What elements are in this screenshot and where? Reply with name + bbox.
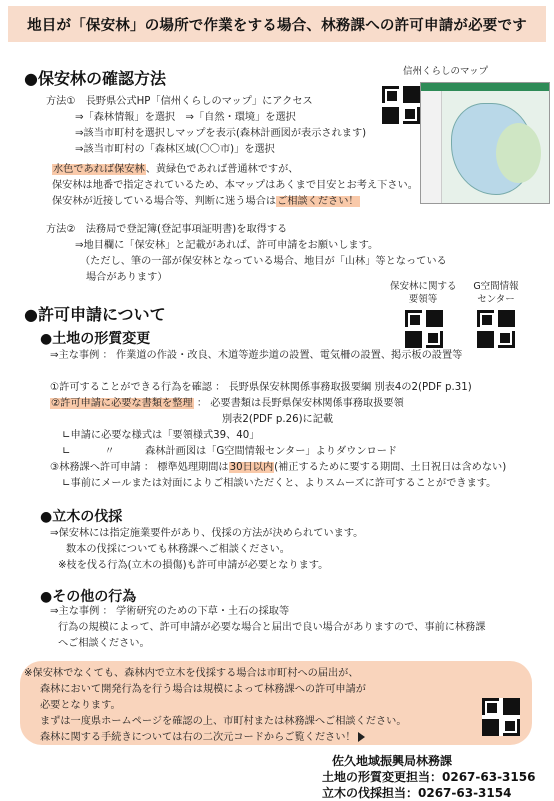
highlight-blue-hoanrin: 水色であれば保安林 — [53, 164, 145, 175]
other-line1: ⇒主な事例 ： 学術研究のための下草・土石の採取等 — [50, 606, 290, 617]
highlight-consult: ご相談ください！ — [277, 196, 359, 207]
subsection-other: ●その他の行為 — [40, 589, 137, 605]
method1-line2: ⇒「森林情報」を選択 ⇒「自然・環境」を選択 — [75, 112, 296, 123]
notice-line2: 森林において開発行為を行う場合は規模によって林務課への許可申請が — [40, 684, 366, 695]
notice-line3: 必要となります。 — [40, 700, 121, 711]
method1-line4: ⇒該当市町村の「森林区域(〇〇市)」を選択 — [75, 144, 275, 155]
arrow-right-icon — [358, 732, 365, 742]
land-change-examples: ⇒主な事例 ： 作業道の作設・改良、木道等遊歩道の設置、電気柵の設置、掲示板の設置等 — [50, 350, 463, 361]
section-title-confirm: ●保安林の確認方法 — [24, 69, 166, 88]
qr-code-youryou[interactable] — [405, 310, 443, 348]
note-line3: 保安林が近接している場合等、判断に迷う場合はご相談ください！ — [52, 196, 359, 207]
section-title-permit: ●許可申請について — [24, 305, 166, 324]
note-line1: 水色であれば保安林、黄緑色であれば普通林ですが、 — [53, 164, 299, 175]
step3: ③林務課へ許可申請 ： 標準処理期間は30日以内(補正するために要する期間、土日祝日は含めない) — [50, 462, 507, 473]
highlight-30days: 30日以内 — [229, 462, 274, 473]
method1-line3: ⇒該当市町村を選択しマップを表示(森林計画図が表示されます) — [75, 128, 367, 139]
step2-forms: ∟申請に必要な様式は「要領様式39、40」 — [62, 430, 260, 441]
footer-department: 佐久地域振興局林務課 — [332, 754, 453, 768]
step1: ①許可することができる行為を確認 ： 長野県保安林関係事務取扱要綱 別表4の2(PDF p.31) — [50, 382, 472, 393]
method2-line3: （ただし、筆の一部が保安林となっている場合、地目が「山林」等となっている — [80, 256, 447, 267]
felling-line1: ⇒保安林には指定施業要件があり、伐採の方法が決められています。 — [50, 528, 364, 539]
felling-line3: ※枝を伐る行為(立木の損傷)も許可申請が必要となります。 — [58, 560, 329, 571]
step2: ②許可申請に必要な書類を整理 ： 必要書類は長野県保安林関係事務取扱要領 — [51, 398, 404, 409]
notice-line1: ※保安林でなくても、森林内で立木を伐採する場合は市町村への届出が、 — [24, 668, 359, 679]
subsection-felling: ●立木の伐採 — [40, 509, 123, 525]
subsection-land-change: ●土地の形質変更 — [40, 331, 151, 347]
map-screenshot — [420, 82, 550, 204]
step2-table: 別表2(PDF p.26)に記載 — [222, 414, 334, 425]
footer-tel-land: 土地の形質変更担当：0267-63-3156 — [322, 770, 536, 784]
qr-code-gkuukan[interactable] — [477, 310, 515, 348]
other-line3: へご相談ください。 — [58, 638, 150, 649]
header-banner: 地目が「保安林」の場所で作業をする場合、林務課への許可申請が必要です — [8, 6, 546, 42]
note-line2: 保安林は地番で指定されているため、本マップはあくまで目安とお考え下さい。 — [52, 180, 418, 191]
notice-line5: 森林に関する手続きについては右の二次元コードからご覧ください！ — [40, 730, 365, 746]
step3-note: ∟事前にメールまたは対面によりご相談いただくと、よりスムーズに許可することができます。 — [62, 478, 497, 489]
method1-line1: 方法① 長野県公式HP「信州くらしのマップ」にアクセス — [46, 96, 313, 107]
step2-map-download: ∟ 〃 森林計画図は「G空間情報センター」よりダウンロード — [62, 446, 398, 457]
qr-code-procedures[interactable] — [482, 698, 520, 736]
felling-line2: 数本の伐採についても林務課へご相談ください。 — [66, 544, 290, 555]
map-label: 信州くらしのマップ — [403, 66, 489, 77]
notice-line4: まずは一度県ホームページを確認の上、市町村または林務課へご相談ください。 — [40, 716, 407, 727]
method2-line2: ⇒地目欄に「保安林」と記載があれば、許可申請をお願いします。 — [75, 240, 379, 251]
other-line2: 行為の規模によって、許可申請が必要な場合と届出で良い場合がありますので、事前に林務課 — [58, 622, 486, 633]
qr-label-gkuukan: G空間情報 センター — [473, 281, 519, 305]
qr-code-map[interactable] — [382, 86, 420, 124]
method2-line4: 場合があります） — [86, 272, 168, 283]
footer-tel-felling: 立木の伐採担当：0267-63-3154 — [322, 786, 512, 800]
highlight-documents: ②許可申請に必要な書類を整理 — [51, 398, 193, 409]
method2-line1: 方法② 法務局で登記簿(登記事項証明書)を取得する — [46, 224, 288, 235]
qr-label-youryou: 保安林に関する 要領等 — [390, 281, 457, 305]
